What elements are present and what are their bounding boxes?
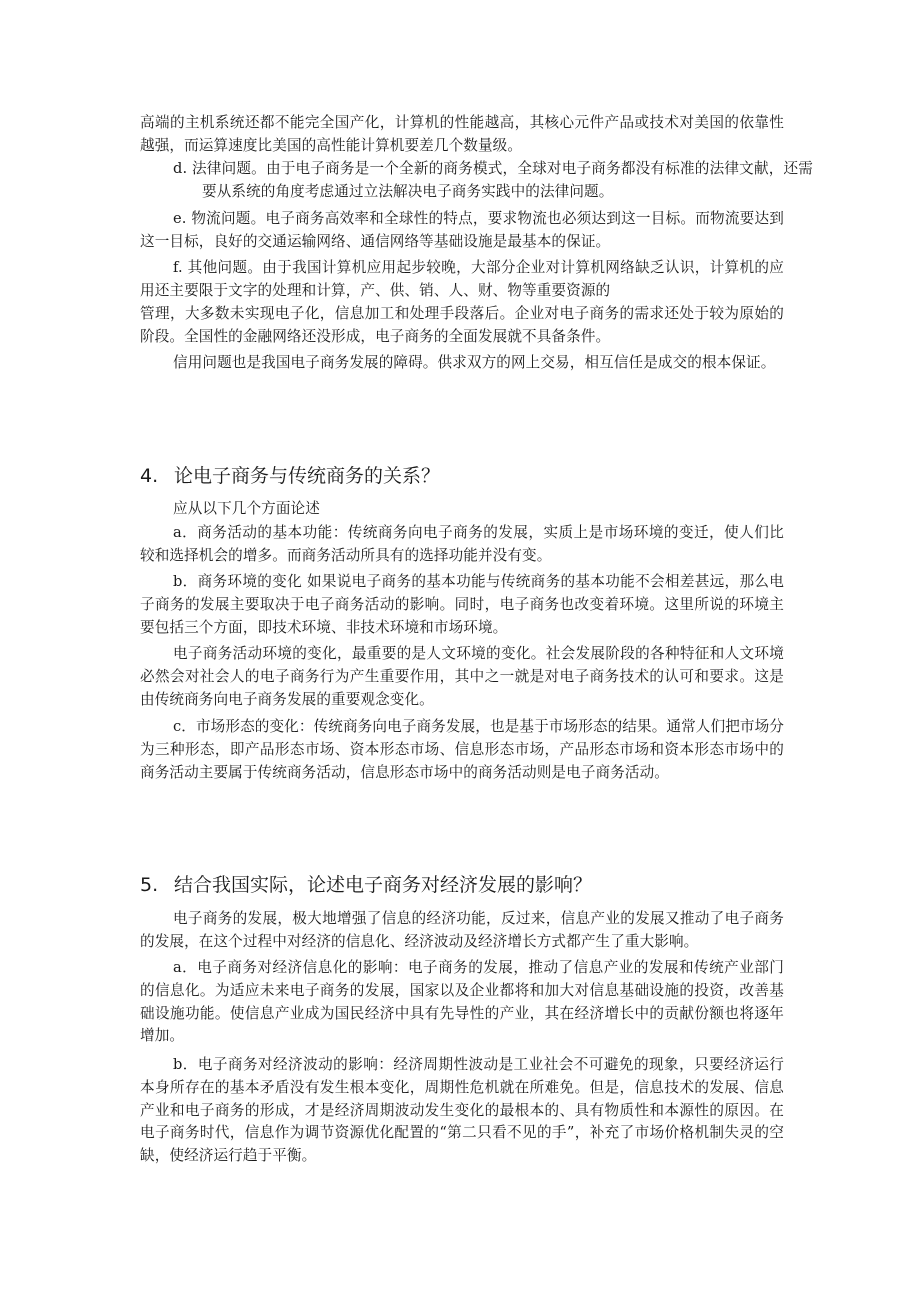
section-5-title: 结合我国实际，论述电子商务对经济发展的影响？	[174, 874, 593, 896]
section-4-intro: 应从以下几个方面论述	[173, 500, 320, 517]
section-5-number: 5.	[140, 874, 159, 896]
section-4-environment: 电子商务活动环境的变化，最重要的是人文环境的变化。社会发展阶段的各种特征和人文环境必然会对社会人的电子商务行为产生重要作用，其中之一就是对电子商务技术的认可和要求。这是由传统商务向电子商务发展的重要观念变化。	[140, 645, 784, 708]
paragraph-continuation: 高端的主机系统还都不能完全国产化，计算机的性能越高，其核心元件产品或技术对美国的依靠性越强，而运算速度比美国的高性能计算机要差几个数量级。	[140, 114, 784, 154]
section-4-item-c: c．市场形态的变化：传统商务向电子商务发展，也是基于市场形态的结果。通常人们把市场分为三种形态，即产品形态市场、资本形态市场、信息形态市场，产品形态市场和资本形态市场中的商务活动主要属于传统商务活动，信息形态市场中的商务活动则是电子商务活动。	[140, 718, 784, 781]
paragraph-item-e: e. 物流问题。电子商务高效率和全球性的特点，要求物流也必须达到这一目标。而物流要达到这一目标，良好的交通运输网络、通信网络等基础设施是最基本的保证。	[140, 210, 784, 250]
paragraph-item-f: f. 其他问题。由于我国计算机应用起步较晚，大部分企业对计算机网络缺乏认识，计算机的应用还主要限于文字的处理和计算，产、供、销、人、财、物等重要资源的	[140, 259, 784, 299]
section-4-heading	[140, 462, 784, 490]
section-4-number: 4.	[140, 465, 159, 487]
section-4-item-a: a．商务活动的基本功能：传统商务向电子商务的发展，实质上是市场环境的变迁，使人们比较和选择机会的增多。而商务活动所具有的选择功能并没有变。	[140, 524, 784, 564]
paragraph-item-f-continued: 管理，大多数未实现电子化，信息加工和处理手段落后。企业对电子商务的需求还处于较为原始的阶段。全国性的金融网络还没形成，电子商务的全面发展就不具备条件。	[140, 305, 784, 345]
section-4-title: 论电子商务与传统商务的关系？	[174, 465, 441, 487]
section-5-item-a: a．电子商务对经济信息化的影响：电子商务的发展，推动了信息产业的发展和传统产业部门的信息化。为适应未来电子商务的发展，国家以及企业都将和加大对信息基础设施的投资，改善基础设施功能。使信息产业成为国民经济中具有先导性的产业，其在经济增长中的贡献份额也将逐年增加。	[140, 959, 784, 1045]
paragraph-credit: 信用问题也是我国电子商务发展的障碍。供求双方的网上交易，相互信任是成交的根本保证。	[173, 354, 776, 371]
section-5-intro: 电子商务的发展，极大地增强了信息的经济功能，反过来，信息产业的发展又推动了电子商务的发展，在这个过程中对经济的信息化、经济波动及经济增长方式都产生了重大影响。	[140, 910, 784, 950]
section-4-item-b: b．商务环境的变化 如果说电子商务的基本功能与传统商务的基本功能不会相差甚远，那么电子商务的发展主要取决于电子商务活动的影响。同时，电子商务也改变着环境。这里所说的环境主要包括三个方面，即技术环境、非技术环境和市场环境。	[140, 573, 784, 636]
section-5-item-b: b．电子商务对经济波动的影响：经济周期性波动是工业社会不可避免的现象，只要经济运行本身所存在的基本矛盾没有发生根本变化，周期性危机就在所难免。但是，信息技术的发展、信息产业和电子商务的形成，才是经济周期波动发生变化的最根本的、具有物质性和本源性的原因。在电子商务时代，信息作为调节资源优化配置的“第二只看不见的手”，补充了市场价格机制失灵的空缺，使经济运行趋于平衡。	[140, 1056, 784, 1165]
section-5-heading	[140, 871, 784, 899]
paragraph-item-d: d. 法律问题。由于电子商务是一个全新的商务模式，全球对电子商务都没有标准的法律文献，还需要从系统的角度考虑通过立法解决电子商务实践中的法律问题。	[173, 160, 813, 200]
